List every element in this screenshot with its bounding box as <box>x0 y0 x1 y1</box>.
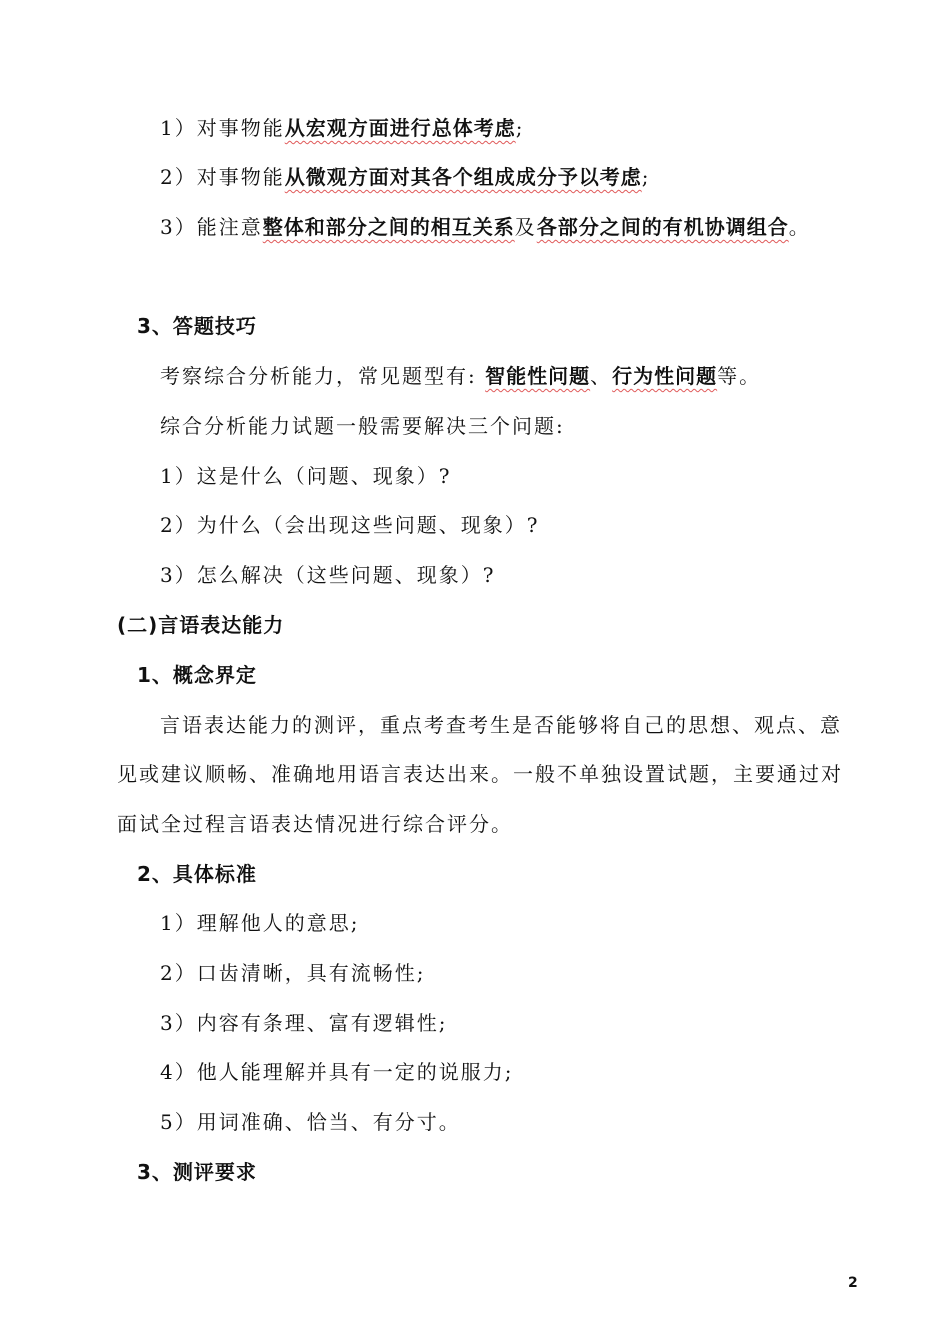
emphasis-text: 各部分之间的有机协调组合 <box>536 215 789 239</box>
list-item-prefix: 2）对事物能 <box>160 165 285 189</box>
heading-standards: 2、具体标准 <box>137 862 257 886</box>
paragraph-concept-line2: 见或建议顺畅、准确地用语言表达出来。一般不单独设置试题，主要通过对 <box>117 762 843 786</box>
heading-concept: 1、概念界定 <box>137 663 257 687</box>
emphasis-text: 从宏观方面进行总体考虑 <box>284 116 516 140</box>
punctuation: ; <box>641 165 651 189</box>
list-item-standard-4: 4）他人能理解并具有一定的说服力; <box>160 1060 514 1084</box>
paragraph-concept-line1: 言语表达能力的测评，重点考查考生是否能够将自己的思想、观点、意 <box>160 713 842 737</box>
paragraph-concept-line3: 面试全过程言语表达情况进行综合评分。 <box>117 812 513 836</box>
list-item-macro <box>160 114 524 142</box>
emphasis-text: 整体和部分之间的相互关系 <box>262 215 515 239</box>
emphasis-text: 智能性问题 <box>485 364 591 388</box>
list-item-relation <box>160 213 811 241</box>
list-item-how: 3）怎么解决（这些问题、现象）? <box>160 563 496 587</box>
paragraph-question-types <box>160 362 761 390</box>
list-item-prefix: 1）对事物能 <box>160 116 285 140</box>
list-item-micro <box>160 163 650 191</box>
emphasis-text: 从微观方面对其各个组成成分予以考虑 <box>284 165 642 189</box>
heading-answer-tips: 3、答题技巧 <box>137 314 257 338</box>
heading-requirements: 3、测评要求 <box>137 1160 257 1184</box>
punctuation: 。 <box>788 215 811 239</box>
list-item-what: 1）这是什么（问题、现象）? <box>160 464 452 488</box>
connector-text: 及 <box>514 215 537 239</box>
punctuation: 、 <box>590 364 613 388</box>
list-item-standard-5: 5）用词准确、恰当、有分寸。 <box>160 1110 461 1134</box>
punctuation: ; <box>515 116 525 140</box>
list-item-prefix: 3）能注意 <box>160 215 263 239</box>
page-number: 2 <box>848 1275 858 1291</box>
section-heading-verbal: (二)言语表达能力 <box>117 613 285 637</box>
list-item-standard-1: 1）理解他人的意思; <box>160 911 360 935</box>
paragraph-three-questions: 综合分析能力试题一般需要解决三个问题: <box>160 414 565 438</box>
emphasis-text: 行为性问题 <box>612 364 718 388</box>
list-item-standard-2: 2）口齿清晰，具有流畅性; <box>160 961 426 985</box>
list-item-why: 2）为什么（会出现这些问题、现象）? <box>160 513 540 537</box>
list-item-standard-3: 3）内容有条理、富有逻辑性; <box>160 1011 448 1035</box>
paragraph-text: 等。 <box>717 364 762 388</box>
paragraph-text: 考察综合分析能力，常见题型有: <box>160 364 486 388</box>
